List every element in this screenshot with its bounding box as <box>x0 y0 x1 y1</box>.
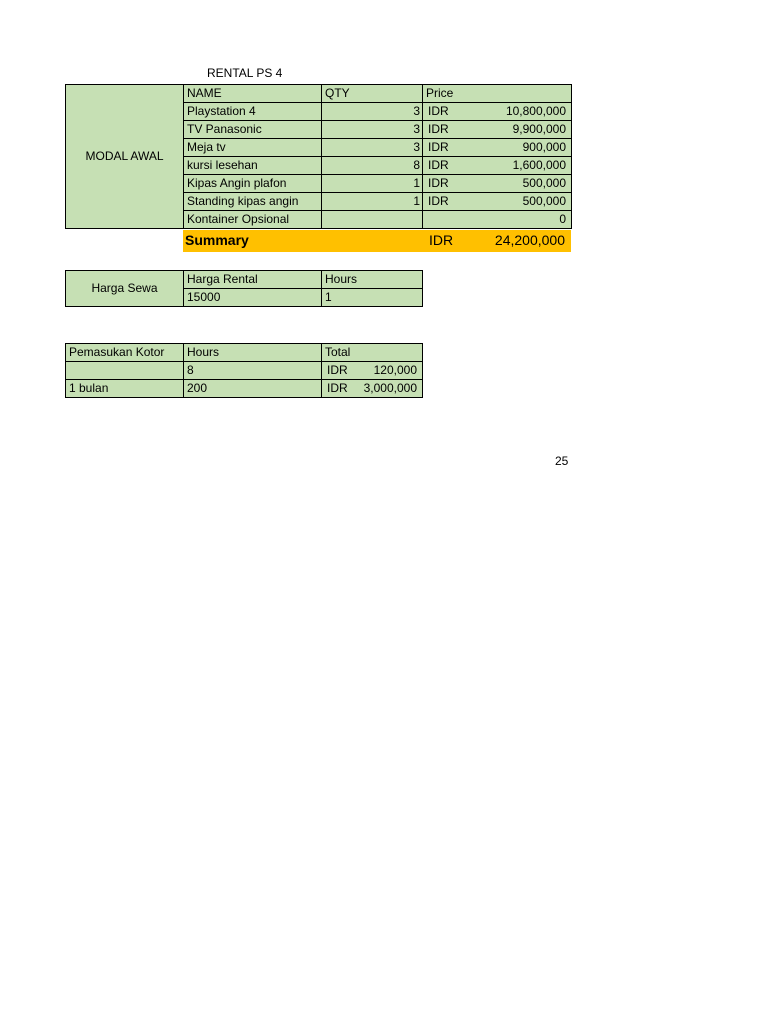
header-harga-rental: Harga Rental <box>184 271 322 289</box>
hours-value: 1 <box>322 289 423 307</box>
harga-sewa-table <box>65 270 423 307</box>
item-price: 0 <box>559 212 566 226</box>
total-value: 120,000 <box>373 363 417 377</box>
item-price: 500,000 <box>522 194 566 208</box>
hours-value: 8 <box>184 362 322 380</box>
sheet-title: RENTAL PS 4 <box>207 66 283 80</box>
table-header-row <box>66 344 423 362</box>
total-cell <box>322 380 423 398</box>
period-label: 1 bulan <box>66 380 184 398</box>
header-hours: Hours <box>184 344 322 362</box>
item-name: TV Panasonic <box>184 121 322 139</box>
item-qty: 8 <box>322 157 423 175</box>
harga-sewa-label: Harga Sewa <box>66 271 184 307</box>
table-row <box>66 362 423 380</box>
item-price: 10,800,000 <box>505 104 566 118</box>
header-pemasukan-kotor: Pemasukan Kotor <box>66 344 184 362</box>
item-price-cell <box>423 157 572 175</box>
item-currency: IDR <box>428 158 449 172</box>
item-price-cell <box>423 193 572 211</box>
header-total: Total <box>322 344 423 362</box>
item-qty: 1 <box>322 175 423 193</box>
header-hours: Hours <box>322 271 423 289</box>
item-qty: 3 <box>322 103 423 121</box>
item-currency: IDR <box>428 194 449 208</box>
item-name: Playstation 4 <box>184 103 322 121</box>
item-currency: IDR <box>428 122 449 136</box>
item-currency: IDR <box>428 140 449 154</box>
summary-label: Summary <box>185 232 249 248</box>
item-price-cell <box>423 139 572 157</box>
total-cell <box>322 362 423 380</box>
period-label <box>66 362 184 380</box>
item-name: Meja tv <box>184 139 322 157</box>
item-price-cell <box>423 211 572 229</box>
summary-total: 24,200,000 <box>494 232 565 248</box>
item-qty <box>322 211 423 229</box>
table-header-row <box>66 85 572 103</box>
item-qty: 1 <box>322 193 423 211</box>
item-price: 500,000 <box>522 176 566 190</box>
hours-value: 200 <box>184 380 322 398</box>
table-header-row <box>66 271 423 289</box>
item-name: Kontainer Opsional <box>184 211 322 229</box>
item-price: 900,000 <box>522 140 566 154</box>
modal-awal-table <box>65 84 572 229</box>
table-row <box>66 380 423 398</box>
pemasukan-kotor-table <box>65 343 423 398</box>
item-price-cell <box>423 175 572 193</box>
item-qty: 3 <box>322 121 423 139</box>
modal-awal-label: MODAL AWAL <box>66 85 184 229</box>
summary-currency: IDR <box>429 232 454 248</box>
header-qty: QTY <box>322 85 423 103</box>
summary-row <box>183 230 571 252</box>
item-name: Kipas Angin plafon <box>184 175 322 193</box>
header-price: Price <box>423 85 572 103</box>
item-price-cell <box>423 103 572 121</box>
item-currency: IDR <box>428 176 449 190</box>
header-name: NAME <box>184 85 322 103</box>
item-price: 9,900,000 <box>512 122 566 136</box>
total-currency: IDR <box>327 363 348 377</box>
total-currency: IDR <box>327 381 348 395</box>
item-name: kursi lesehan <box>184 157 322 175</box>
harga-rental-value: 15000 <box>184 289 322 307</box>
total-value: 3,000,000 <box>363 381 417 395</box>
item-currency: IDR <box>428 104 449 118</box>
page-number: 25 <box>555 454 569 468</box>
item-name: Standing kipas angin <box>184 193 322 211</box>
item-qty: 3 <box>322 139 423 157</box>
item-price-cell <box>423 121 572 139</box>
item-price: 1,600,000 <box>512 158 566 172</box>
